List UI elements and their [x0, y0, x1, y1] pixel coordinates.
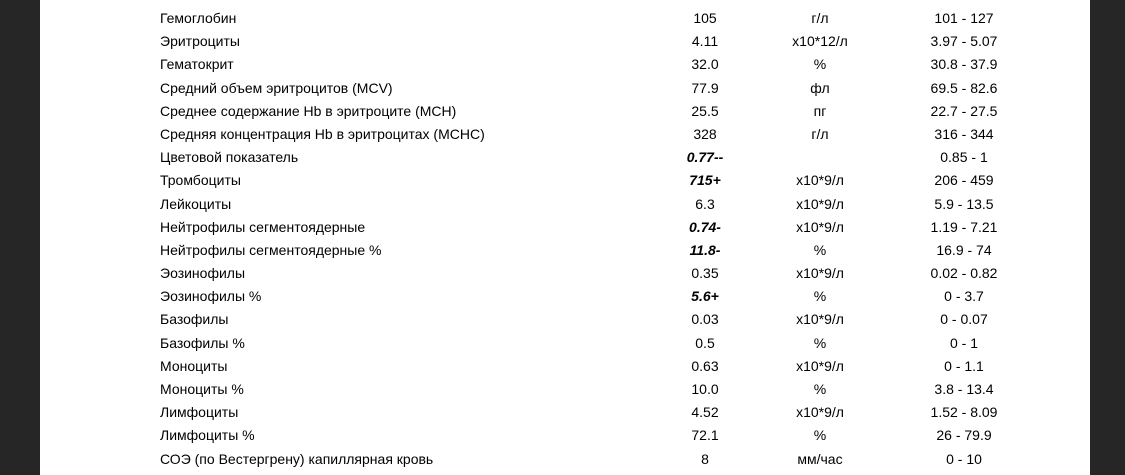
- table-row: [40, 193, 1090, 216]
- lab-report-page: [40, 0, 1090, 475]
- table-row: [40, 169, 1090, 192]
- reference-range: 30.8 - 37.9: [930, 56, 998, 73]
- reference-range: 1.52 - 8.09: [930, 404, 998, 421]
- reference-range: 22.7 - 27.5: [930, 102, 998, 119]
- test-value: 328: [693, 125, 717, 142]
- test-value: 0.03: [691, 311, 719, 328]
- results-table: [40, 7, 1090, 471]
- test-name: Лейкоциты: [160, 195, 232, 212]
- test-value: 0.63: [691, 357, 719, 374]
- test-name: Гематокрит: [160, 56, 234, 73]
- test-value: 11.8-: [689, 241, 721, 258]
- test-name: Эритроциты: [160, 33, 240, 50]
- table-row: [40, 146, 1090, 169]
- test-value: 5.6+: [691, 288, 719, 305]
- test-unit: фл: [810, 79, 830, 96]
- test-name: Цветовой показатель: [160, 149, 299, 166]
- table-row: [40, 216, 1090, 239]
- viewer-frame-right: [1090, 0, 1125, 475]
- reference-range: 3.97 - 5.07: [930, 33, 998, 50]
- table-row: [40, 401, 1090, 424]
- test-unit: х10*9/л: [796, 357, 844, 374]
- reference-range: 16.9 - 74: [936, 241, 992, 258]
- test-unit: пг: [813, 102, 827, 119]
- table-row: [40, 30, 1090, 53]
- test-unit: %: [813, 288, 827, 305]
- test-name: Среднее содержание Hb в эритроците (MCH): [160, 102, 457, 119]
- table-row: [40, 100, 1090, 123]
- test-name: Нейтрофилы сегментоядерные: [160, 218, 366, 235]
- test-name: Базофилы %: [160, 334, 245, 351]
- table-row: [40, 308, 1090, 331]
- test-name: Моноциты: [160, 357, 228, 374]
- test-unit: %: [813, 56, 827, 73]
- test-unit: %: [813, 427, 827, 444]
- reference-range: 3.8 - 13.4: [934, 381, 994, 397]
- test-value: 10.0: [691, 381, 719, 397]
- test-name: СОЭ (по Вестергрену) капиллярная кровь: [160, 450, 434, 467]
- reference-range: 5.9 - 13.5: [934, 195, 994, 212]
- test-value: 72.1: [691, 427, 719, 444]
- test-name: Гемоглобин: [160, 10, 237, 26]
- test-unit: х10*9/л: [796, 195, 844, 212]
- table-row: [40, 7, 1090, 30]
- reference-range: 0 - 3.7: [944, 288, 984, 305]
- test-value: 105: [693, 10, 717, 26]
- test-unit: мм/час: [797, 450, 843, 467]
- test-unit: х10*9/л: [796, 404, 844, 421]
- test-unit: х10*9/л: [796, 311, 844, 328]
- table-row: [40, 53, 1090, 76]
- test-value: 25.5: [691, 102, 719, 119]
- reference-range: 316 - 344: [934, 125, 994, 142]
- test-value: 4.11: [691, 33, 719, 50]
- table-row: [40, 378, 1090, 401]
- test-value: 715+: [689, 172, 721, 189]
- viewer-frame-left: [0, 0, 40, 475]
- test-value: 32.0: [691, 56, 719, 73]
- reference-range: 0 - 0.07: [940, 311, 988, 328]
- test-name: Тромбоциты: [160, 172, 241, 189]
- test-name: Эозинофилы: [160, 265, 246, 282]
- reference-range: 69.5 - 82.6: [930, 79, 998, 96]
- table-row: [40, 424, 1090, 447]
- test-name: Моноциты %: [160, 381, 244, 397]
- reference-range: 0.02 - 0.82: [930, 265, 998, 282]
- test-unit: %: [813, 334, 827, 351]
- test-value: 8: [701, 450, 709, 467]
- test-value: 4.52: [691, 404, 719, 421]
- test-name: Эозинофилы %: [160, 288, 262, 305]
- table-row: [40, 123, 1090, 146]
- reference-range: 0.85 - 1: [940, 149, 988, 166]
- test-unit: х10*9/л: [796, 265, 844, 282]
- test-unit: х10*12/л: [792, 33, 848, 50]
- test-value: 0.5: [695, 334, 715, 351]
- reference-range: 1.19 - 7.21: [930, 218, 998, 235]
- reference-range: 0 - 10: [946, 450, 982, 467]
- test-value: 0.74-: [689, 218, 721, 235]
- table-row: [40, 77, 1090, 100]
- test-unit: х10*9/л: [796, 218, 844, 235]
- test-name: Нейтрофилы сегментоядерные %: [160, 241, 382, 258]
- reference-range: 26 - 79.9: [936, 427, 992, 444]
- test-unit: г/л: [811, 125, 829, 142]
- table-row: [40, 332, 1090, 355]
- reference-range: 0 - 1.1: [944, 357, 984, 374]
- reference-range: 0 - 1: [949, 334, 978, 351]
- test-unit: %: [813, 241, 827, 258]
- table-row: [40, 262, 1090, 285]
- test-name: Средний объем эритроцитов (MCV): [160, 79, 393, 96]
- table-row: [40, 285, 1090, 308]
- test-value: 0.77--: [686, 149, 724, 166]
- table-row: [40, 239, 1090, 262]
- test-name: Базофилы: [160, 311, 229, 328]
- test-unit: г/л: [811, 10, 829, 26]
- table-row: [40, 448, 1090, 471]
- reference-range: 206 - 459: [934, 172, 994, 189]
- test-unit: %: [813, 381, 827, 397]
- reference-range: 101 - 127: [934, 10, 994, 26]
- test-name: Средняя концентрация Hb в эритроцитах (MCHC): [160, 125, 485, 142]
- test-value: 0.35: [691, 265, 719, 282]
- test-name: Лимфоциты: [160, 404, 239, 421]
- test-unit: х10*9/л: [796, 172, 844, 189]
- test-value: 77.9: [691, 79, 719, 96]
- test-name: Лимфоциты %: [160, 427, 255, 444]
- test-value: 6.3: [695, 195, 715, 212]
- table-row: [40, 355, 1090, 378]
